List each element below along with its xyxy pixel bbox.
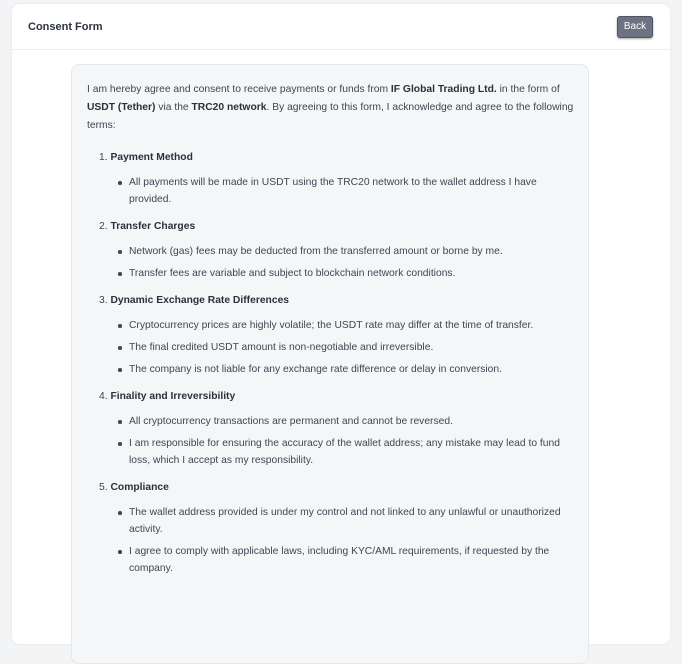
section-title-text: Finality and Irreversibility <box>110 391 236 402</box>
card-header <box>12 4 670 50</box>
section-title-text: Compliance <box>110 482 169 493</box>
page-title: Consent Form <box>28 20 103 33</box>
term-section <box>87 389 574 469</box>
section-title <box>87 480 574 496</box>
section-title-text: Dynamic Exchange Rate Differences <box>110 295 290 306</box>
intro-text-1: I am hereby agree and consent to receive payments or funds from <box>87 84 391 95</box>
section-title-text: Payment Method <box>110 152 193 163</box>
intro-text-4: . By agreeing to this form, I acknowledge and agree to the following terms: <box>87 102 574 131</box>
term-section <box>87 219 574 282</box>
section-number: 4. <box>99 391 108 402</box>
section-title-text: Transfer Charges <box>110 221 196 232</box>
list-item: The wallet address provided is under my control and not linked to any unlawful or unauthorized activity. <box>117 504 574 538</box>
section-items <box>87 174 574 208</box>
term-section <box>87 480 574 577</box>
section-number: 5. <box>99 482 108 493</box>
section-items <box>87 243 574 282</box>
term-section <box>87 293 574 378</box>
intro-text-3: via the <box>155 102 192 113</box>
back-button[interactable]: Back <box>617 16 653 38</box>
section-number: 2. <box>99 221 108 232</box>
intro-paragraph <box>87 81 574 135</box>
terms-list <box>87 150 574 577</box>
section-items <box>87 317 574 378</box>
section-title <box>87 150 574 166</box>
section-number: 3. <box>99 295 108 306</box>
company-name: IF Global Trading Ltd. <box>390 84 497 95</box>
list-item: I am responsible for ensuring the accuracy of the wallet address; any mistake may lead to fund loss, which I accept as my responsibility. <box>117 435 574 469</box>
list-item: Transfer fees are variable and subject to blockchain network conditions. <box>117 265 574 282</box>
section-title <box>87 219 574 235</box>
section-number: 1. <box>99 152 108 163</box>
list-item: Network (gas) fees may be deducted from the transferred amount or borne by me. <box>117 243 574 260</box>
section-items <box>87 504 574 577</box>
list-item: Cryptocurrency prices are highly volatile; the USDT rate may differ at the time of transfer. <box>117 317 574 334</box>
list-item: All cryptocurrency transactions are permanent and cannot be reversed. <box>117 413 574 430</box>
list-item: I agree to comply with applicable laws, including KYC/AML requirements, if requested by the company. <box>117 543 574 577</box>
list-item: The company is not liable for any exchange rate difference or delay in conversion. <box>117 361 574 378</box>
currency-name: USDT (Tether) <box>87 102 156 113</box>
section-title <box>87 293 574 309</box>
section-title <box>87 389 574 405</box>
consent-content <box>71 64 589 664</box>
list-item: All payments will be made in USDT using the TRC20 network to the wallet address I have provided. <box>117 174 574 208</box>
list-item: The final credited USDT amount is non-negotiable and irreversible. <box>117 339 574 356</box>
section-items <box>87 413 574 469</box>
network-name: TRC20 network <box>191 102 267 113</box>
term-section <box>87 150 574 208</box>
intro-text-2: in the form of <box>496 84 560 95</box>
